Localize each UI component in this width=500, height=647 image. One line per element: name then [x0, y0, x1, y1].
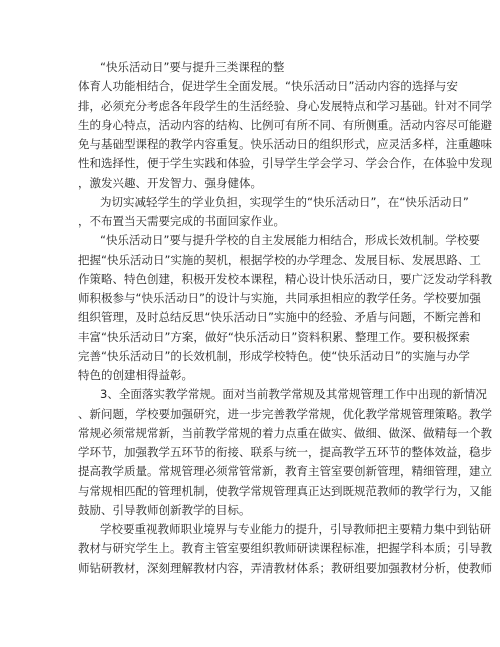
text-line-9: ，不布置当天需要完成的书面回家作业。 [78, 214, 285, 228]
text-line-14: 组织管理，及时总结反思“快乐活动日”实施中的经验、矛盾与问题，不断完善和 [78, 310, 481, 325]
text-line-18: 3、全面落实教学常规。面对当前教学常规及其常规管理工作中出现的新情况 [100, 387, 487, 402]
text-line-15: 丰富“快乐活动日”方案，做好“快乐活动日”资料积累、整理工作。要积极探索 [78, 329, 470, 344]
text-line-24: 鼓励、引导教师创新教学的目标。 [78, 502, 251, 517]
text-line-8: 为切实减轻学生的学业负担，实现学生的“快乐活动日”，在“快乐活动日” [100, 194, 469, 209]
text-line-7: ，激发兴趣、开发智力、强身健体。 [78, 175, 262, 190]
text-line-23: 与常规相匹配的管理机制，使教学常规管理真正达到既规范教师的教学行为，又能 [78, 483, 492, 498]
text-line-16: 完善“快乐活动日”的长效机制，形成学校特色。使“快乐活动日”的实施与办学 [78, 348, 470, 363]
text-line-21: 学环节，加强教学五环节的衔接、联系与统一，提高教学五环节的整体效益，稳步 [78, 445, 492, 459]
document-body [78, 58, 492, 578]
text-line-10: “快乐活动日”要与提升学校的自主发展能力相结合，形成长效机制。学校要 [100, 233, 480, 248]
text-line-2: 体育人功能相结合，促进学生全面发展。“快乐活动日”活动内容的选择与安 [78, 79, 458, 94]
text-line-6: 性和选择性，便于学生实践和体验，引导学生学会学习、学会合作，在体验中发现 [78, 156, 492, 171]
text-line-1: “快乐活动日”要与提升三类课程的整 [100, 60, 285, 74]
text-line-19: 、新问题，学校要加强研究，进一步完善教学常规，优化教学常规管理策略。教学 [78, 406, 492, 421]
text-line-12: 作策略、特色创建，积极开发校本课程，精心设计快乐活动日，要广泛发动学科教 [78, 271, 492, 286]
text-line-11: 把握“快乐活动日”实施的契机，根据学校的办学理念、发展目标、发展思路、工 [78, 252, 481, 267]
text-line-22: 提高教学质量。常规管理必须常管常新，教育主管室要创新管理，精细管理，建立 [78, 464, 492, 479]
text-line-27: 师钻研教材，深刻理解教材内容，弄清教材体系；教研组要加强教材分析，使教师 [78, 560, 492, 575]
text-line-3: 排，必须充分考虑各年段学生的生活经验、身心发展特点和学习基础。针对不同学 [78, 98, 492, 113]
text-line-25: 学校要重视教师职业境界与专业能力的提升，引导教师把主要精力集中到钻研 [100, 522, 491, 536]
text-line-5: 免与基础型课程的教学内容重复。快乐活动日的组织形式，应灵活多样，注重趣味 [78, 137, 492, 151]
text-line-26: 教材与研究学生上。教育主管室要组织教师研读课程标准，把握学科本质；引导教 [78, 541, 492, 556]
text-line-17: 特色的创建相得益彰。 [78, 368, 193, 382]
text-line-4: 生的身心特点，活动内容的结构、比例可有所不同、有所侧重。活动内容尽可能避 [78, 117, 492, 132]
text-line-20: 常规必须常规常新，当前教学常规的着力点重在做实、做细、做深、做精每一个教 [78, 425, 492, 440]
text-line-13: 师积极参与“快乐活动日”的设计与实施，共同承担相应的教学任务。学校要加强 [78, 291, 481, 305]
